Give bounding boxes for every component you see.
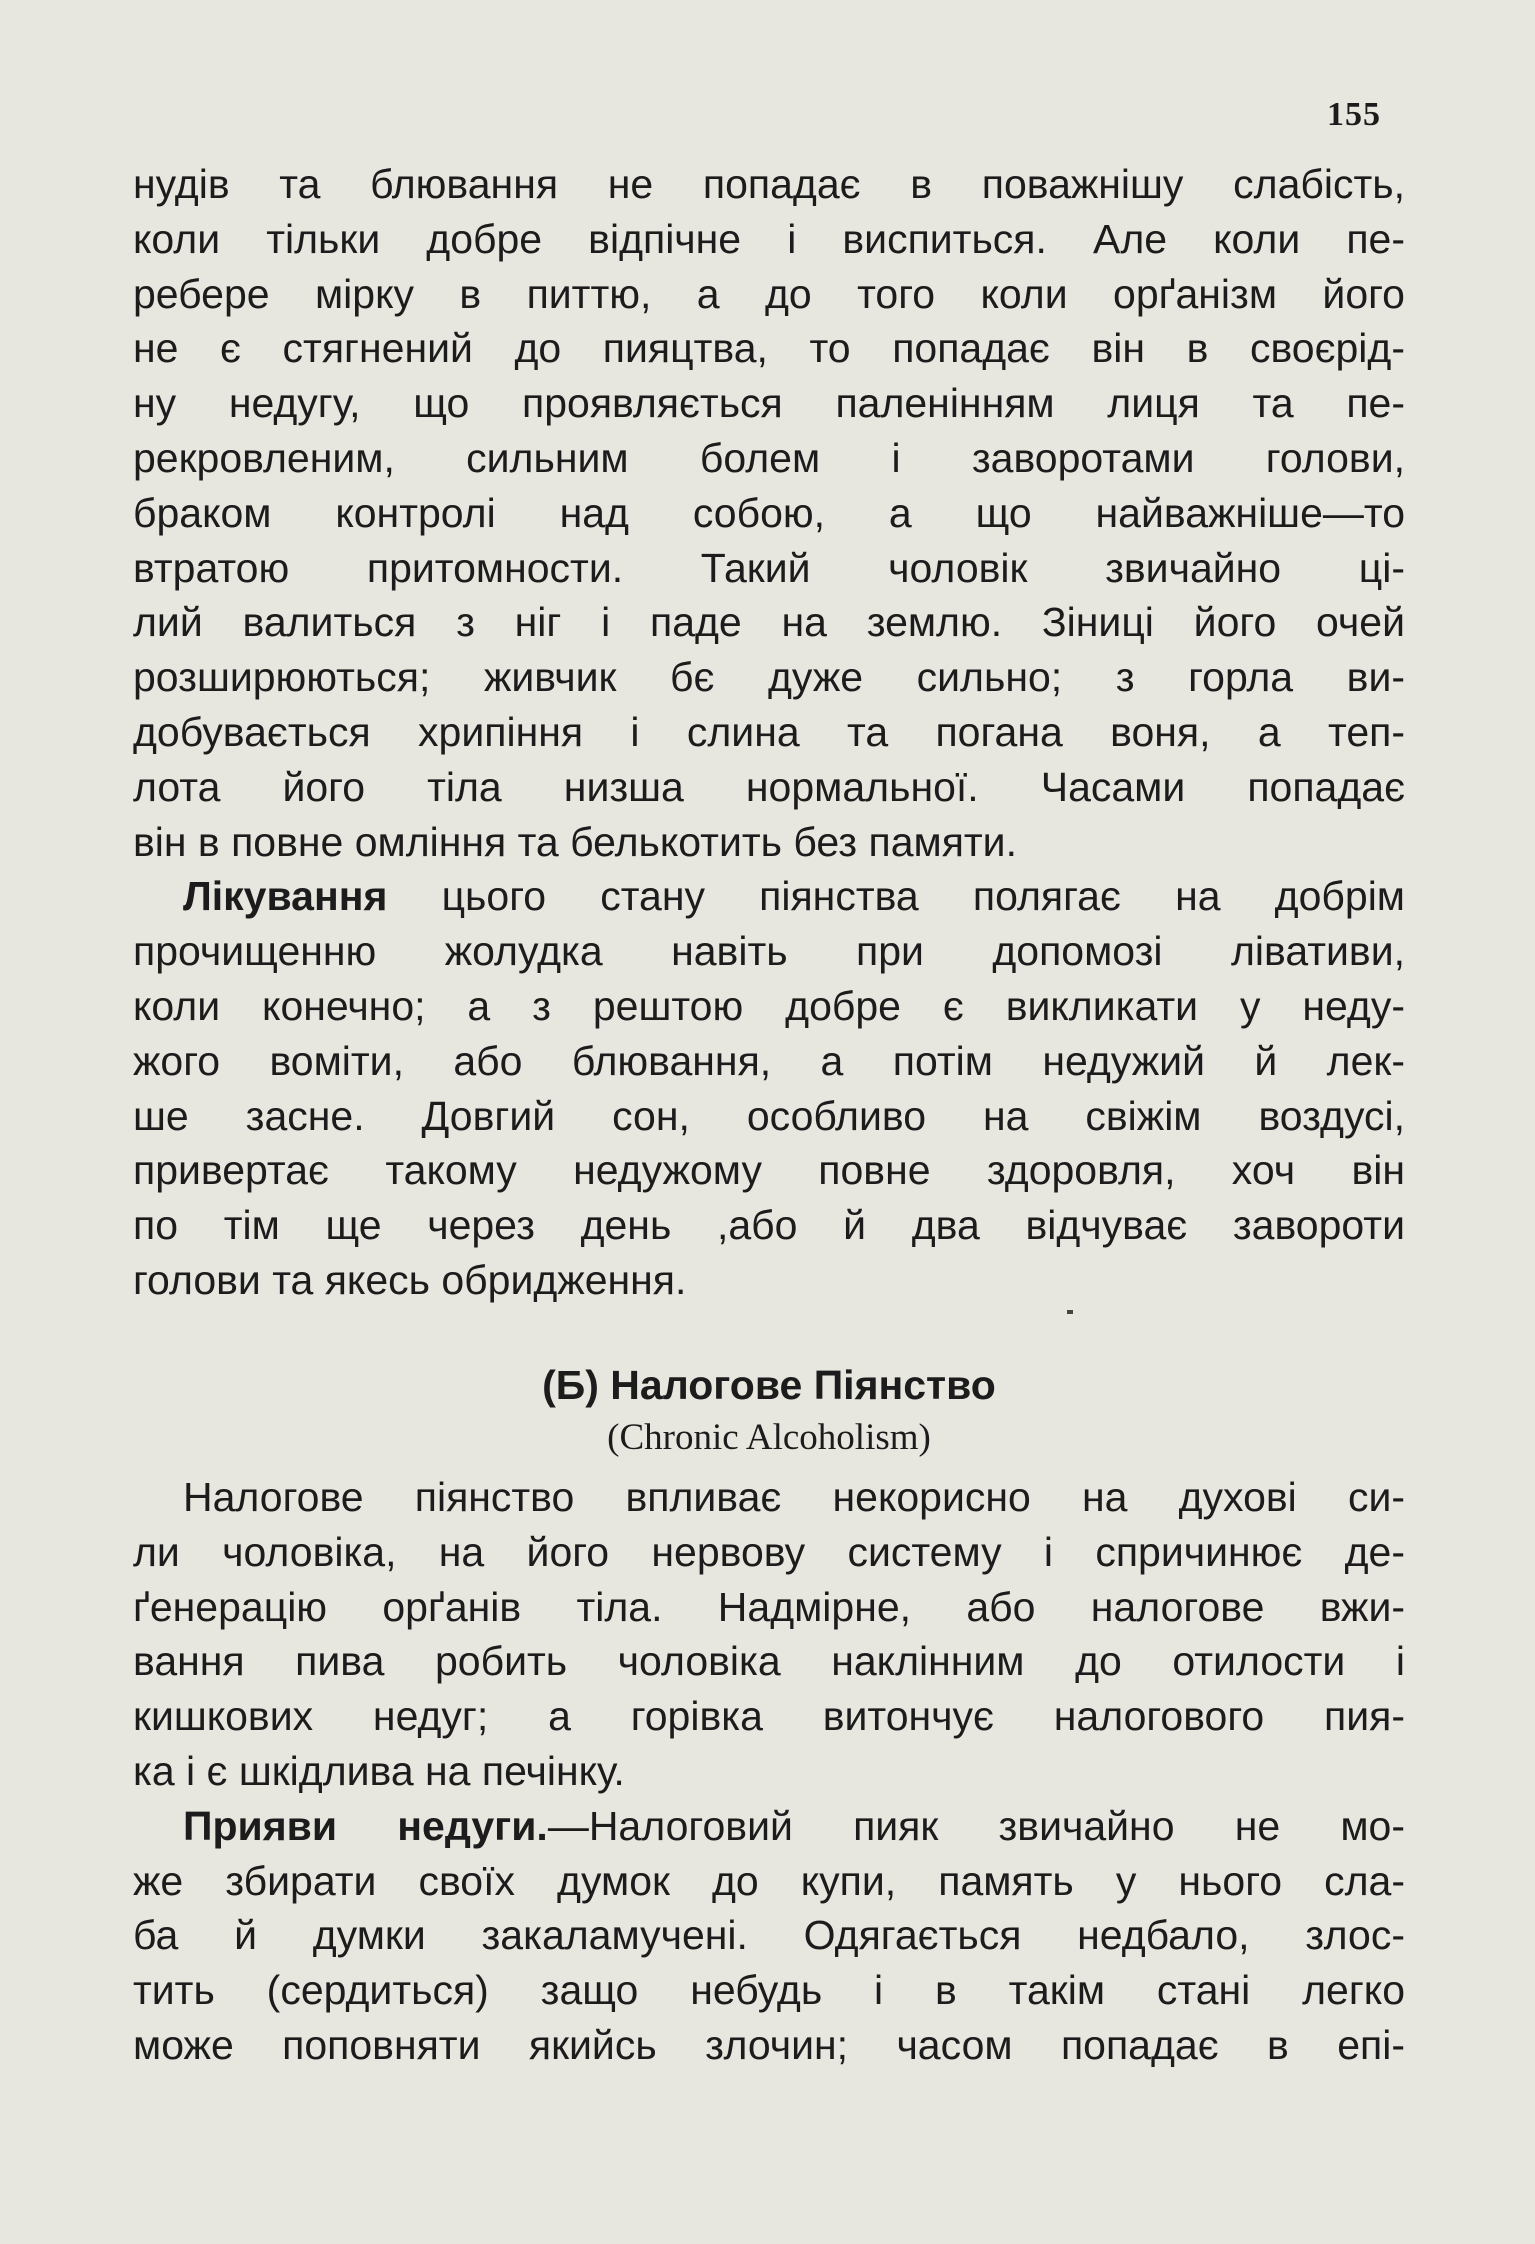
text-line: же збирати своїх думок до купи, память у нього сла- xyxy=(133,1857,1405,1904)
text-line: прочищенню жолудка навіть при допомозі лівативи, xyxy=(133,928,1405,975)
text-line: коли конечно; а з рештою добре є викликати у неду- xyxy=(133,982,1405,1029)
paragraph-continuation xyxy=(133,157,1405,869)
text-line: ґенерацію орґанів тіла. Надмірне, або налогове вжи- xyxy=(133,1583,1405,1630)
page-number: 155 xyxy=(1327,96,1381,133)
section-subheading: (Chronic Alcoholism) xyxy=(607,1417,931,1458)
text-line: ну недугу, що проявляється паленінням лиця та пе- xyxy=(133,380,1405,427)
text-line: ли чоловіка, на його нервову систему і спричинює де- xyxy=(133,1528,1405,1575)
text-line: ребере мірку в питтю, а до того коли орґанізм його xyxy=(133,270,1405,317)
paragraph-symptoms xyxy=(133,1799,1405,2073)
paragraph-treatment xyxy=(133,869,1405,1307)
text-line xyxy=(133,1799,1405,1854)
text-line: браком контролі над собою, а що найважніше—то xyxy=(133,489,1405,536)
text-line: добувається хрипіння і слина та погана воня, а теп- xyxy=(133,708,1405,755)
text-line: коли тільки добре відпічне і виспиться. Але коли пе- xyxy=(133,215,1405,262)
text-line: він в повне омління та белькотить без памяти. xyxy=(133,818,1017,865)
text-line: рекровленим, сильним болем і заворотами голови, xyxy=(133,434,1405,481)
section-heading: (Б) Налогове Піянство xyxy=(542,1362,996,1408)
text-line: ба й думки закаламучені. Одягається недбало, злос- xyxy=(133,1912,1405,1959)
text-line: втратою притомности. Такий чоловік звичайно ці- xyxy=(133,544,1405,591)
text-line: нудів та блювання не попадає в поважнішу слабість, xyxy=(133,161,1405,207)
text-line: Налогове піянство впливає некорисно на духові си- xyxy=(183,1474,1405,1520)
text-line: ше засне. Довгий сон, особливо на свіжім воздусі, xyxy=(133,1092,1405,1139)
text-block-top xyxy=(133,157,1405,1308)
text-line: вання пива робить чоловіка наклінним до отилости і xyxy=(133,1638,1405,1685)
print-speck xyxy=(1067,1310,1073,1314)
text-line: не є стягнений до пияцтва, то попадає він в своєрід- xyxy=(133,325,1405,372)
text-line: тить (сердиться) защо небудь і в такім стані легко xyxy=(133,1967,1405,2014)
text-line: розширюються; живчик бє дуже сильно; з горла ви- xyxy=(133,654,1405,701)
bold-term: Лікування xyxy=(183,873,388,920)
bold-term: Прияви недуги. xyxy=(183,1802,548,1849)
text-line: по тім ще через день ,або й два відчуває завороти xyxy=(133,1202,1405,1249)
text-line: жого воміти, або блювання, а потім недужий й лек- xyxy=(133,1037,1405,1084)
text-line: кишкових недуг; а горівка витончує налогового пия- xyxy=(133,1693,1405,1740)
text-line: може поповняти якийсь злочин; часом попадає в епі- xyxy=(133,2021,1405,2068)
line-rest: цього стану піянства полягає на добрім xyxy=(387,873,1405,920)
text-line xyxy=(133,869,1405,924)
line-rest: —Налоговий пияк звичайно не мо- xyxy=(547,1802,1405,1849)
text-line: лота його тіла низша нормальної. Часами попадає xyxy=(133,763,1405,810)
text-line: привертає такому недужому повне здоровля, хоч він xyxy=(133,1147,1405,1194)
paragraph-chronic xyxy=(133,1470,1405,1799)
text-line: голови та якесь обридження. xyxy=(133,1256,687,1303)
text-line: лий валиться з ніг і паде на землю. Зіниці його очей xyxy=(133,599,1405,646)
text-block-bottom xyxy=(133,1470,1405,2073)
text-line: ка і є шкідлива на печінку. xyxy=(133,1747,625,1794)
